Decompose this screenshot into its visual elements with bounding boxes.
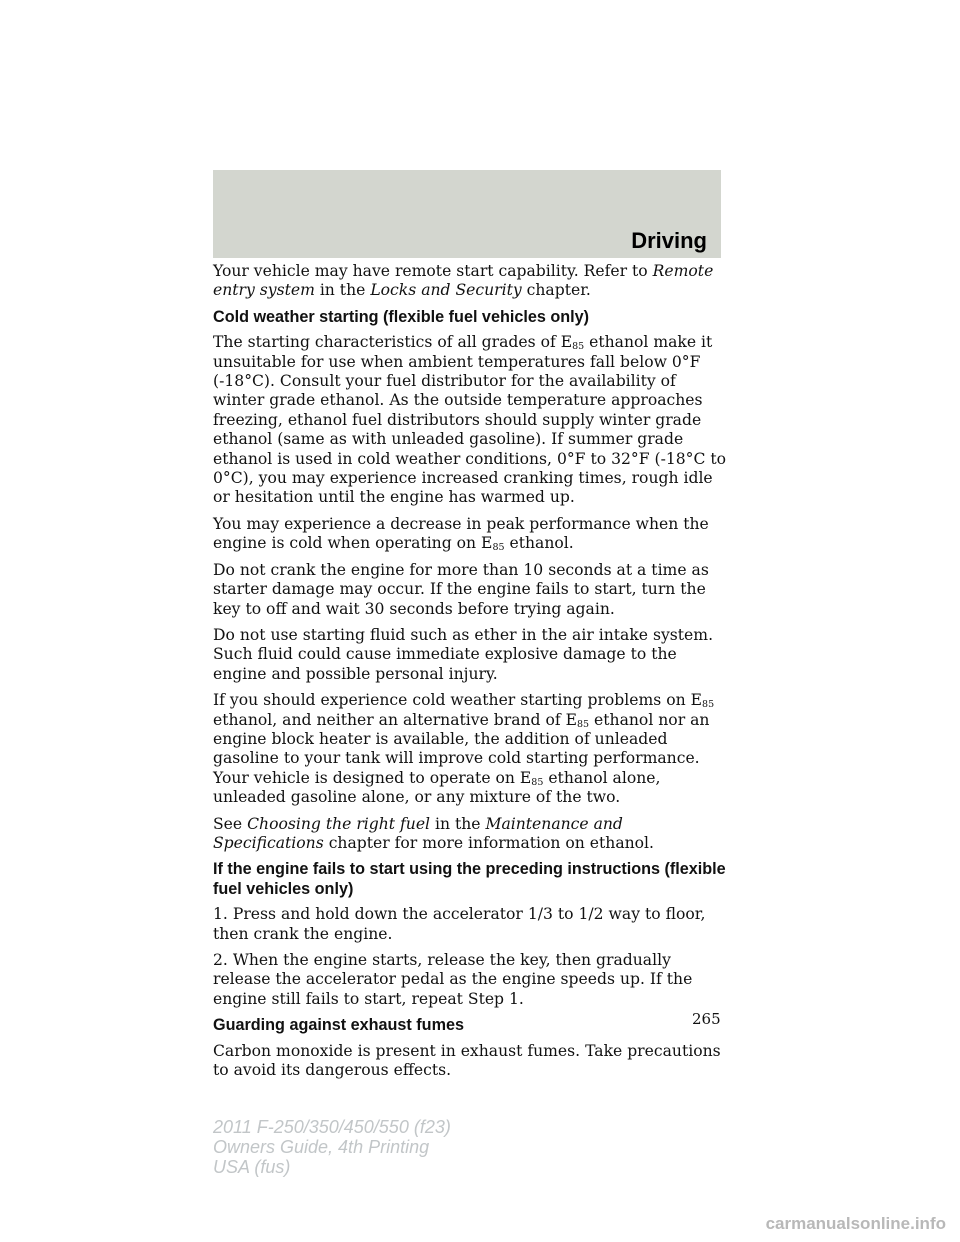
footer-line-2: Owners Guide, 4th Printing [213, 1137, 430, 1157]
footer-model-code: (f23) [408, 1117, 451, 1137]
text-fragment: ethanol alone, unleaded gasoline alone, or any mixture of the two. [213, 768, 661, 807]
cold-weather-paragraph-6 [213, 815, 728, 854]
footer-model: 2011 F-250/350/450/550 [213, 1117, 409, 1137]
cold-weather-paragraph-5 [213, 691, 728, 807]
exhaust-paragraph: Carbon monoxide is present in exhaust fumes. Take precautions to avoid its dangerous effects. [213, 1041, 721, 1080]
text-fragment: ethanol. [504, 534, 574, 553]
fails-to-start-heading: If the engine fails to start using the preceding instructions (flexible fuel vehicles only) [213, 860, 726, 898]
cross-reference: Choosing the right fuel [247, 814, 431, 833]
footer-region: USA [213, 1157, 250, 1177]
text-fragment: The starting characteristics of all grades of E [213, 333, 573, 352]
footer-region-code: (fus) [249, 1157, 291, 1177]
text-fragment: in the [430, 814, 486, 833]
subscript: 85 [702, 699, 715, 711]
text-fragment: ethanol, and neither an alternative brand of E [213, 710, 577, 729]
text-fragment: See [213, 814, 248, 833]
cross-reference: Locks and Security [370, 281, 522, 300]
section-title: Driving [631, 228, 707, 253]
step-2: 2. When the engine starts, release the key, then gradually release the accelerator pedal as the engine speeds up. If the engine still fails to start, repeat Step 1. [213, 951, 693, 1008]
text-fragment: You may experience a decrease in peak performance when the engine is cold when operating on E [213, 514, 709, 553]
exhaust-heading: Guarding against exhaust fumes [213, 1016, 464, 1035]
intro-paragraph [213, 262, 728, 301]
cold-weather-paragraph-3: Do not crank the engine for more than 10 seconds at a time as starter damage may occur. If the engine fails to start, turn the key to off and wait 30 seconds before trying again. [213, 560, 709, 618]
subscript: 85 [492, 542, 505, 554]
cold-weather-paragraph-2 [213, 515, 728, 554]
text-fragment: Your vehicle may have remote start capability. Refer to [213, 262, 653, 280]
text-fragment: ethanol nor an engine block heater is available, the addition of unleaded gasoline to your tank will improve cold starting performance. Your vehicle is designed to operate on E [213, 710, 710, 787]
subscript: 85 [572, 341, 585, 353]
text-fragment: chapter for more information on ethanol. [323, 833, 655, 852]
document-footer [213, 1117, 451, 1177]
step-1: 1. Press and hold down the accelerator 1/3 to 1/2 way to floor, then crank the engine. [213, 905, 706, 943]
section-header-band [213, 170, 721, 258]
footer-line-1 [213, 1117, 451, 1137]
footer-line-3 [213, 1157, 451, 1177]
subscript: 85 [531, 776, 544, 788]
text-fragment: chapter. [521, 281, 591, 300]
text-fragment: in the [314, 281, 371, 300]
page-number: 265 [692, 1010, 721, 1028]
cold-weather-heading: Cold weather starting (flexible fuel vehicles only) [213, 307, 589, 326]
page-content [213, 262, 728, 1087]
text-fragment: If you should experience cold weather starting problems on E [213, 691, 703, 710]
watermark-link[interactable]: carmanualsonline.info [765, 1214, 946, 1233]
subscript: 85 [577, 718, 590, 730]
cold-weather-paragraph-4: Do not use starting fluid such as ether in the air intake system. Such fluid could cause immediate explosive damage to the engine and possible personal injury. [213, 625, 714, 683]
cross-reference: Maintenance and Specifications [213, 814, 623, 852]
cross-reference: Remote entry system [213, 262, 714, 300]
cold-weather-paragraph-1 [213, 333, 728, 508]
text-fragment: ethanol make it unsuitable for use when ambient temperatures fall below 0°F (-18°C). Consult your fuel distributor for the availability of winter grade ethanol. As the outside temperature approaches freezing, ethanol fuel distributors should supply winter grade ethanol (same as with unleaded gasoline). If summer grade ethanol is used in cold weather conditions, 0°F to 32°F (-18°C to 0°C), you may experience increased cranking times, rough idle or hesitation until the engine has warmed up. [213, 333, 727, 507]
